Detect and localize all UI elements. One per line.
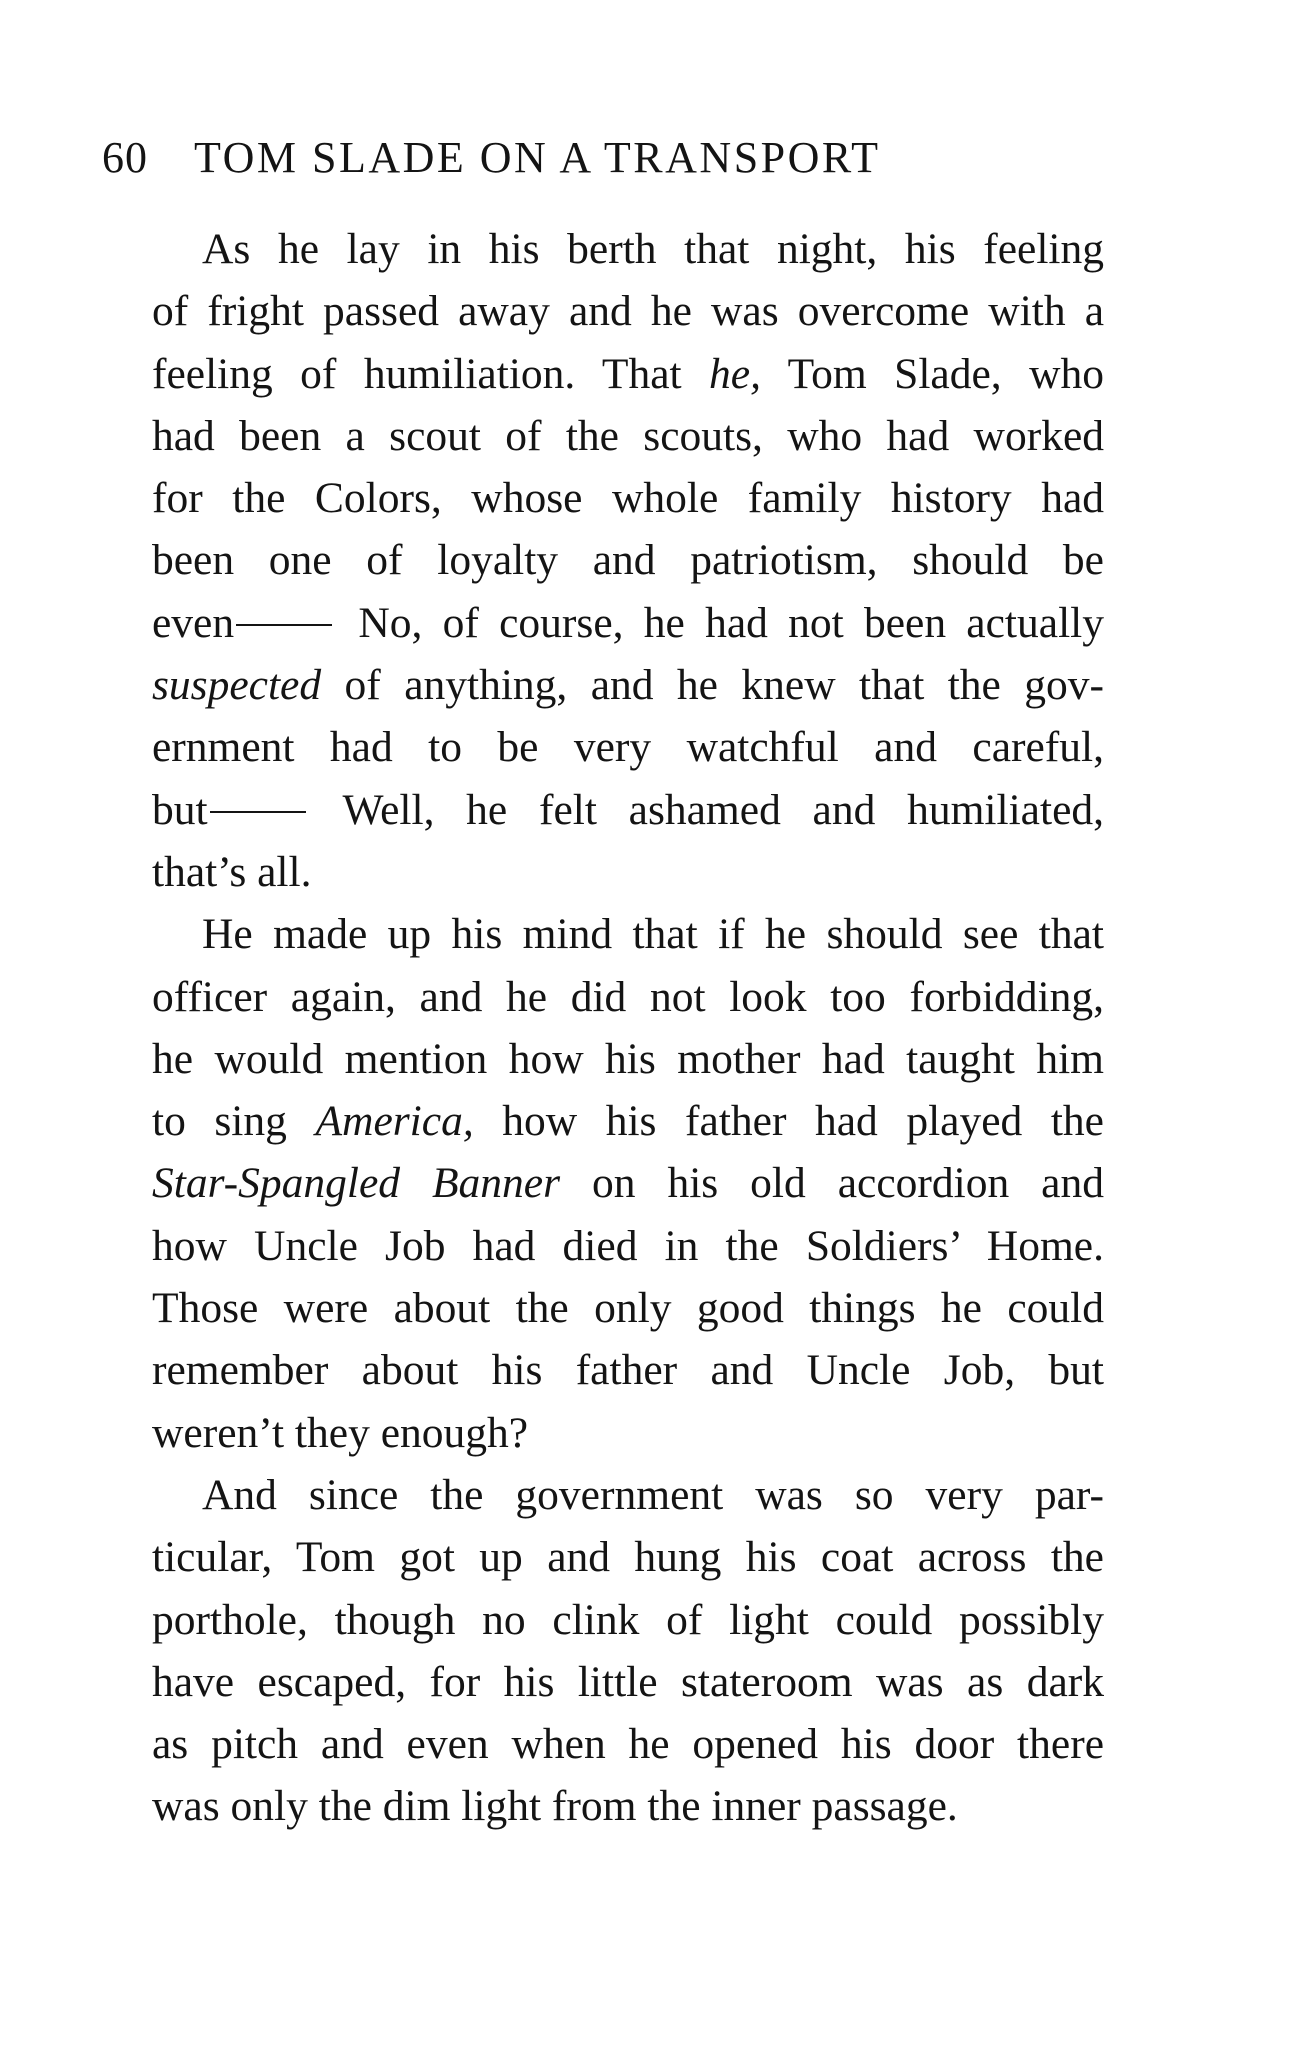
text-line <box>102 1775 1104 1837</box>
text-run: ticular, Tom got up and hung his coat across the <box>152 1533 1104 1582</box>
text-line <box>102 716 1104 778</box>
text-line <box>102 467 1104 529</box>
text-run: feeling of humiliation. That <box>152 349 710 398</box>
text-line <box>102 1277 1104 1339</box>
text-line <box>102 592 1104 654</box>
em-dash-rule <box>236 624 332 626</box>
text-run: remember about his father and Uncle Job, but <box>152 1346 1104 1395</box>
text-line <box>102 1152 1104 1214</box>
text-line <box>102 1651 1104 1713</box>
em-dash-rule <box>210 811 306 813</box>
text-run: to sing <box>152 1097 316 1146</box>
book-title: TOM SLADE ON A TRANSPORT <box>194 133 881 182</box>
text-run: ernment had to be very watchful and careful, <box>152 723 1104 772</box>
italic-run: Star-Spangled Banner <box>152 1159 561 1208</box>
text-line <box>102 1028 1104 1090</box>
italic-run: he, <box>709 349 761 398</box>
text-line <box>102 1589 1104 1651</box>
text-run: have escaped, for his little stateroom was as dark <box>152 1657 1104 1706</box>
text-line <box>102 779 1104 841</box>
text-run: Well, he felt ashamed and humiliated, <box>311 785 1104 834</box>
text-run: weren’t they enough? <box>152 1408 529 1457</box>
text-run: but <box>152 785 208 834</box>
text-line <box>102 1713 1104 1775</box>
text-run: how Uncle Job had died in the Soldiers’ Home. <box>152 1221 1104 1270</box>
text-run: that’s all. <box>152 847 312 896</box>
running-head <box>102 126 1104 190</box>
text-line <box>102 1215 1104 1277</box>
text-run: for the Colors, whose whole family history had <box>152 474 1104 523</box>
text-run: As he lay in his berth that night, his feeling <box>202 225 1104 273</box>
text-run: even <box>152 598 235 647</box>
text-run: been one of loyalty and patriotism, should be <box>152 536 1104 585</box>
body-text <box>102 218 1104 1838</box>
text-line <box>102 343 1104 405</box>
text-run: as pitch and even when he opened his door there <box>152 1720 1104 1769</box>
text-run: of fright passed away and he was overcome with a <box>152 287 1104 336</box>
text-line <box>102 280 1104 342</box>
text-run: And since the government was so very par- <box>202 1470 1104 1519</box>
text-run: No, of course, he had not been actually <box>338 598 1104 647</box>
italic-run: America, <box>315 1097 474 1146</box>
paragraph <box>102 1464 1104 1838</box>
italic-run: suspected <box>152 661 322 710</box>
text-run: was only the dim light from the inner passage. <box>152 1782 958 1831</box>
text-run: porthole, though no clink of light could possibly <box>152 1595 1104 1644</box>
text-line <box>102 1464 1104 1526</box>
text-run: he would mention how his mother had taught him <box>152 1034 1104 1083</box>
text-line <box>102 654 1104 716</box>
text-line <box>102 218 1104 280</box>
text-line <box>102 1526 1104 1588</box>
text-line <box>102 405 1104 467</box>
text-run: on his old accordion and <box>560 1159 1104 1208</box>
paragraph <box>102 218 1104 903</box>
text-run: of anything, and he knew that the gov- <box>321 661 1104 710</box>
text-line <box>102 841 1104 903</box>
text-run: how his father had played the <box>473 1097 1104 1146</box>
text-run: Tom Slade, who <box>760 349 1104 398</box>
text-line <box>102 1090 1104 1152</box>
text-line <box>102 529 1104 591</box>
text-run: Those were about the only good things he could <box>152 1284 1104 1333</box>
text-run: He made up his mind that if he should see that <box>202 910 1104 959</box>
paragraph <box>102 903 1104 1464</box>
text-run: officer again, and he did not look too forbidding, <box>152 972 1104 1021</box>
page-number: 60 <box>102 133 148 182</box>
text-line <box>102 966 1104 1028</box>
text-line <box>102 1339 1104 1401</box>
text-line <box>102 1402 1104 1464</box>
text-line <box>102 903 1104 965</box>
text-run: had been a scout of the scouts, who had worked <box>152 411 1104 460</box>
